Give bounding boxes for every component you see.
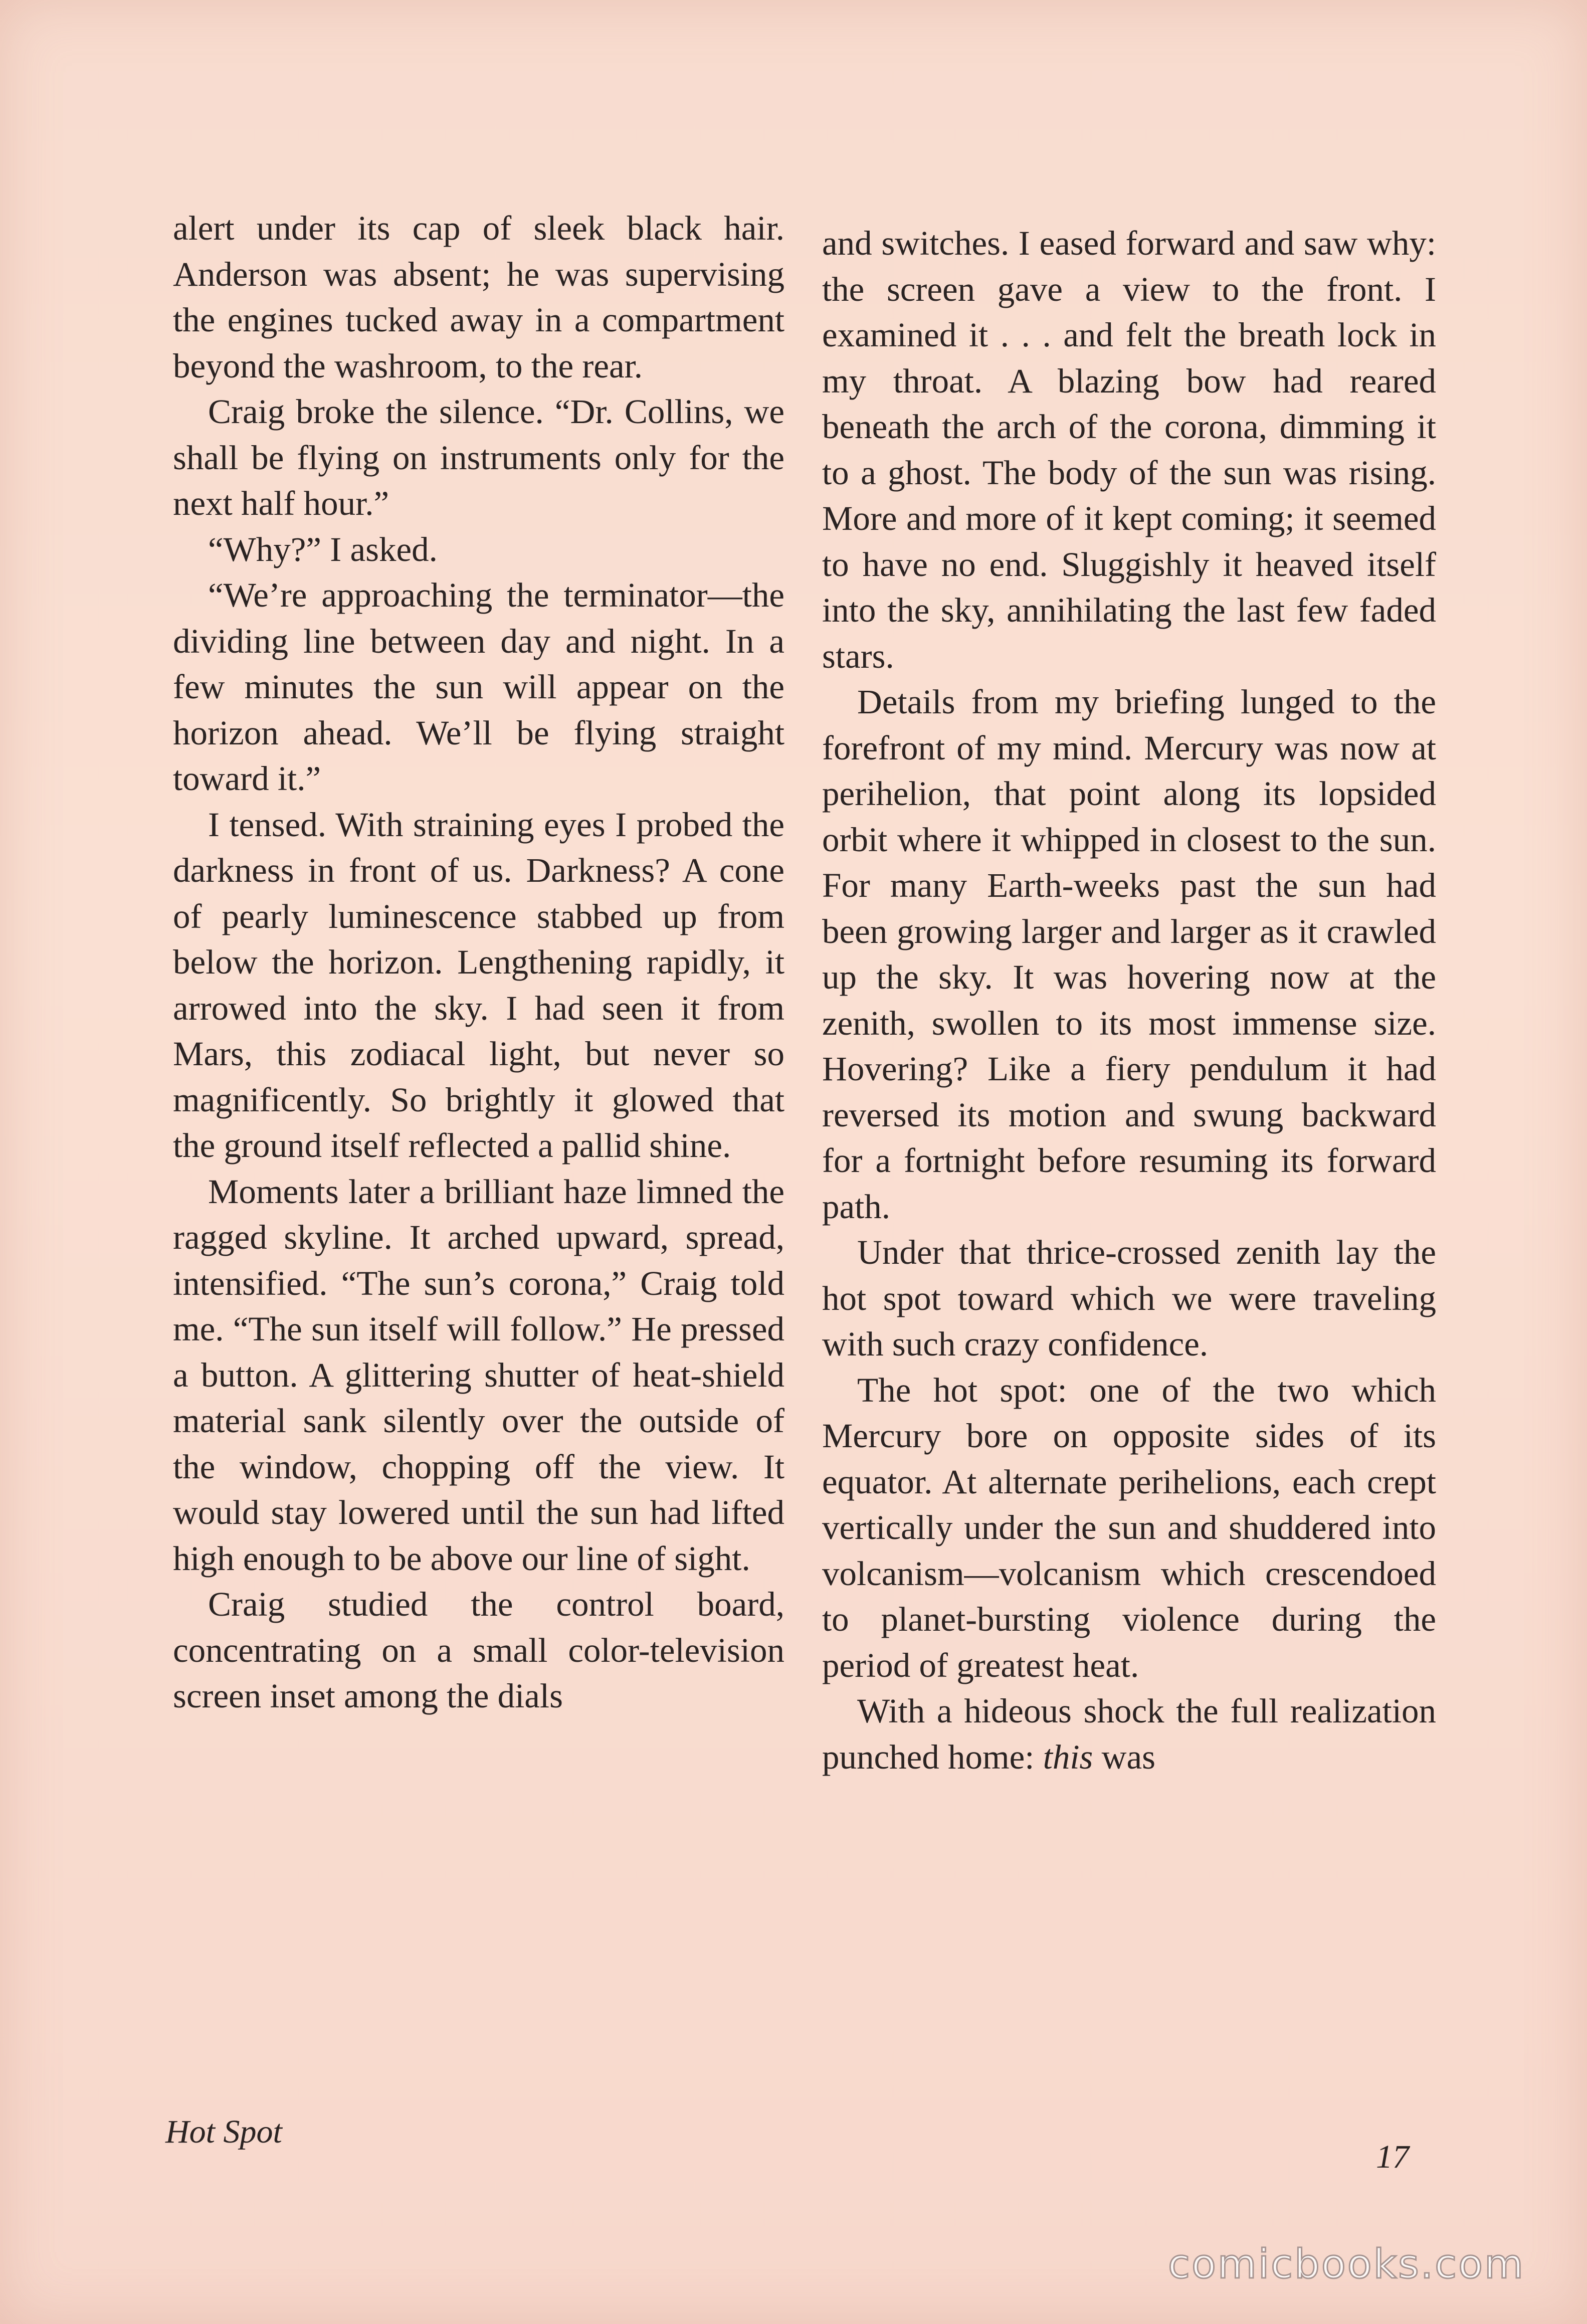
- left-paragraph-2: Craig broke the silence. “Dr. Collins, we shall be flying on instruments only for the next half hour.”: [173, 393, 784, 522]
- left-paragraph-3: “Why?” I asked.: [208, 530, 438, 568]
- left-text-column: [173, 206, 784, 1719]
- right-paragraph-5: [822, 1688, 1436, 1780]
- left-paragraph-4: “We’re approaching the terminator—the dividing line between day and night. In a few minutes the sun will appear on the horizon ahead. We’ll be flying straight toward it.”: [173, 576, 784, 798]
- running-footer-title: Hot Spot: [165, 2113, 282, 2150]
- watermark-text: comicbooks.com: [1168, 2241, 1525, 2287]
- emphasis-word: this: [1043, 1737, 1093, 1776]
- right-paragraph-5-start: With a hideous shock the full realization punched home:: [822, 1692, 1436, 1776]
- right-paragraph-5-end: was: [1093, 1737, 1155, 1776]
- right-paragraph-4: The hot spot: one of the two which Mercury bore on opposite sides of its equator. At alternate perihelions, each crept vertically under the sun and shuddered into volcanism—volcanism which crescendoed to planet-bursting violence during the period of greatest heat.: [822, 1371, 1436, 1684]
- left-paragraph-7: Craig studied the control board, concentrating on a small color-television screen inset among the dials: [173, 1585, 784, 1715]
- right-paragraph-2: Details from my briefing lunged to the forefront of my mind. Mercury was now at perihelion, that point along its lopsided orbit where it whipped in closest to the sun. For many Earth-weeks past the sun had been growing larger and larger as it crawled up the sky. It was hovering now at the zenith, swollen to its most immense size. Hovering? Like a fiery pendulum it had reversed its motion and swung backward for a fortnight before resuming its forward path.: [822, 683, 1436, 1226]
- page-number: 17: [1376, 2139, 1409, 2175]
- left-paragraph-1: alert under its cap of sleek black hair. Anderson was absent; he was supervising the engines tucked away in a compartment beyond the washroom, to the rear.: [173, 209, 784, 385]
- left-paragraph-6: Moments later a brilliant haze limned the ragged skyline. It arched upward, spread, intensified. “The sun’s corona,” Craig told me. “The sun itself will follow.” He pressed a button. A glittering shutter of heat-shield material sank silently over the outside of the window, chopping off the view. It would stay lowered until the sun had lifted high enough to be above our line of sight.: [173, 1172, 784, 1578]
- left-paragraph-5: I tensed. With straining eyes I probed the darkness in front of us. Darkness? A cone of pearly luminescence stabbed up from below the horizon. Lengthening rapidly, it arrowed into the sky. I had seen it from Mars, this zodiacal light, but never so magnificently. So brightly it glowed that the ground itself reflected a pallid shine.: [173, 805, 784, 1165]
- right-text-column: [822, 221, 1436, 1780]
- right-paragraph-1: and switches. I eased forward and saw why: the screen gave a view to the front. I examined it . . . and felt the breath lock in my throat. A blazing bow had reared beneath the arch of the corona, dimming it to a ghost. The body of the sun was rising. More and more of it kept coming; it seemed to have no end. Sluggishly it heaved itself into the sky, annihilating the last few faded stars.: [822, 224, 1436, 675]
- right-paragraph-3: Under that thrice-crossed zenith lay the hot spot toward which we were traveling with such crazy confidence.: [822, 1233, 1436, 1363]
